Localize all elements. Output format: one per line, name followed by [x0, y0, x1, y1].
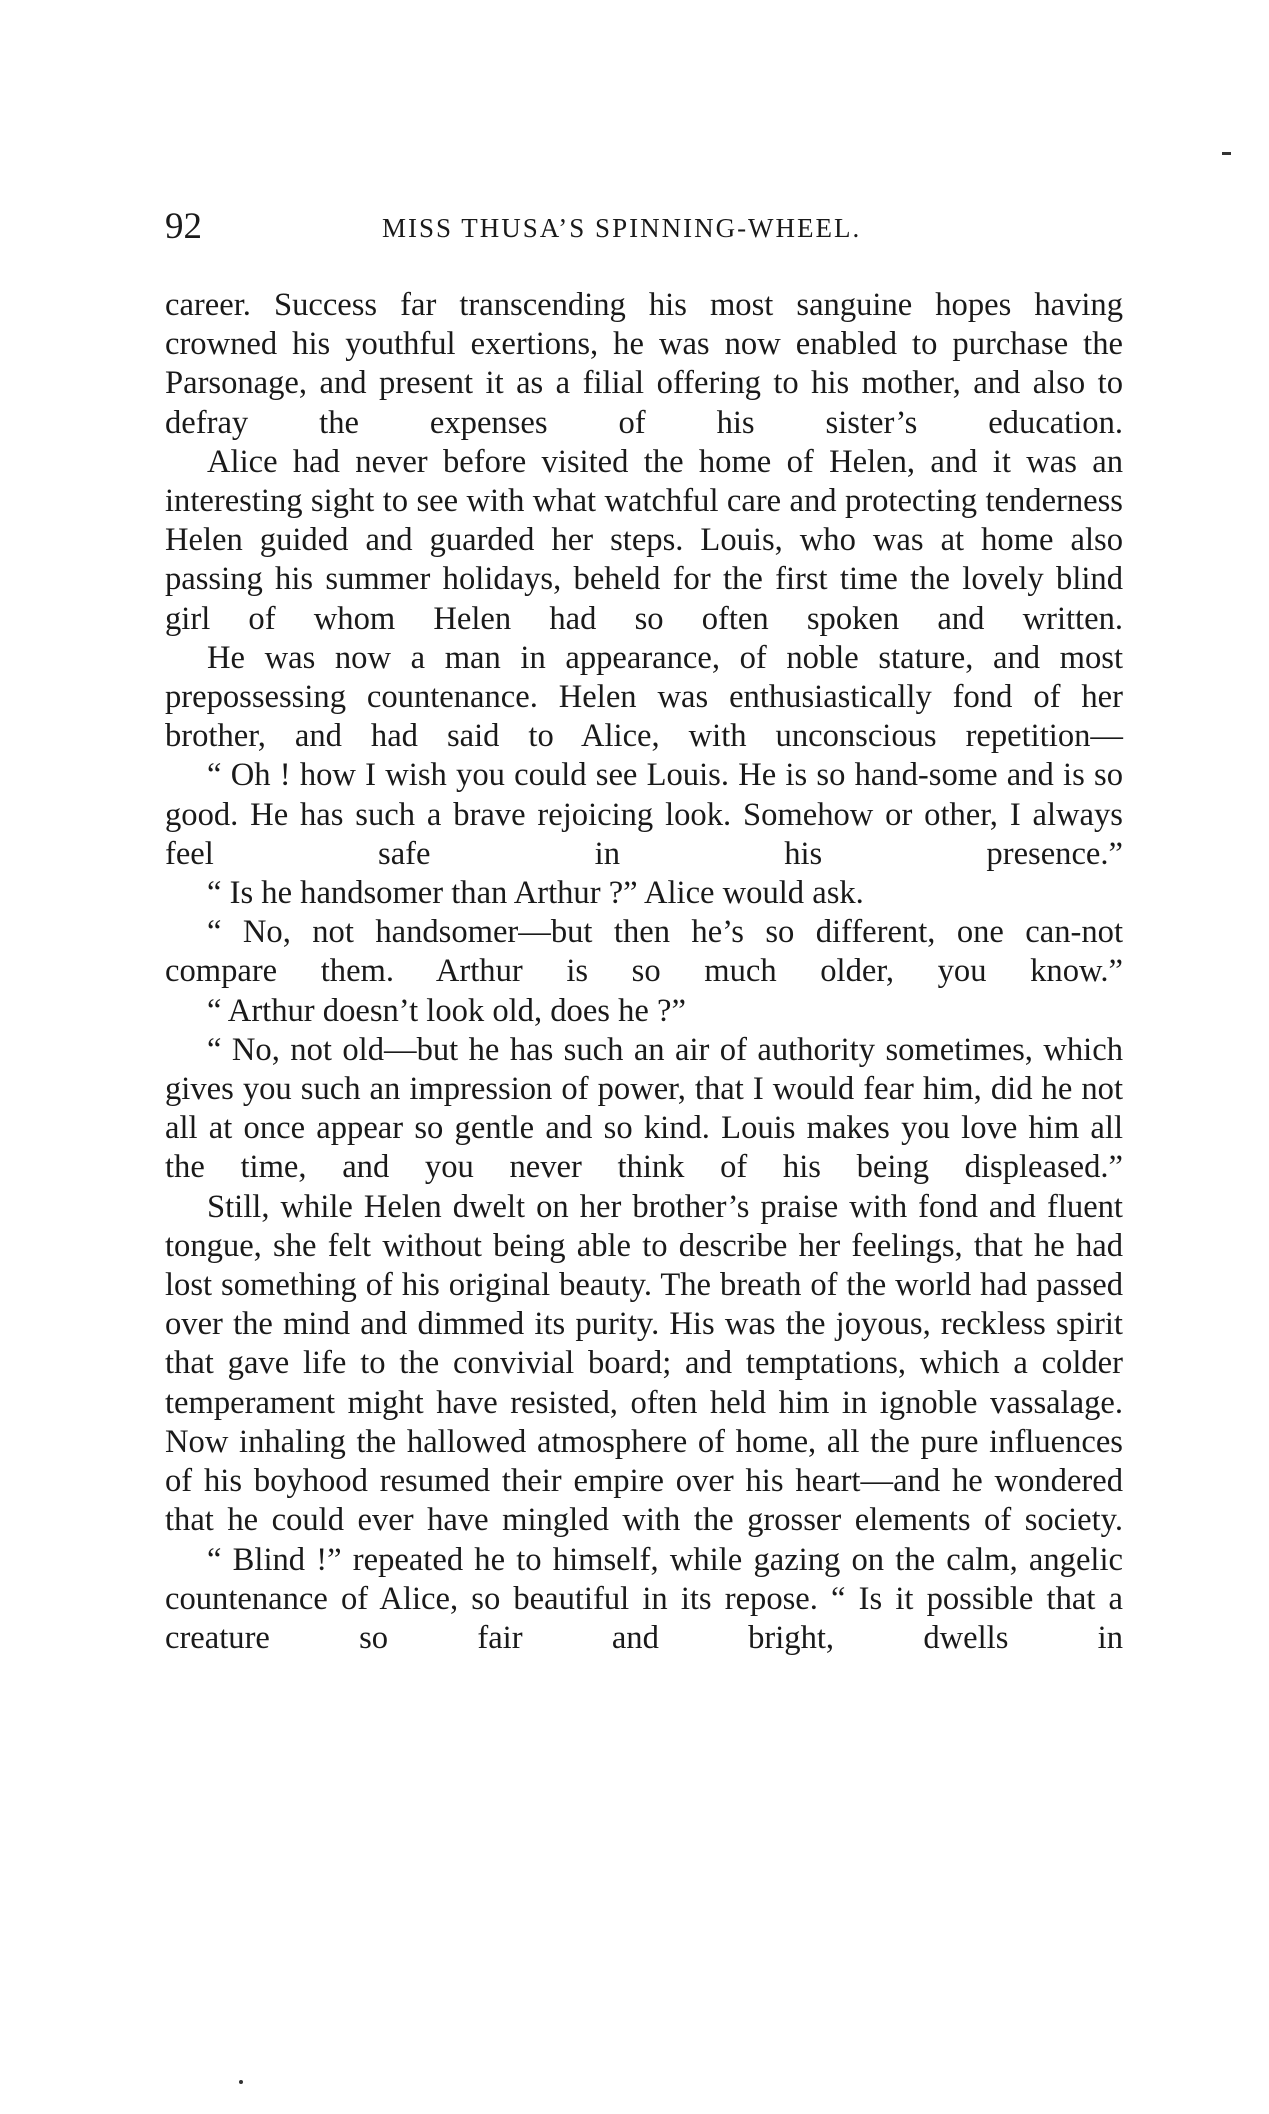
running-head: [165, 205, 1125, 255]
print-speck-top-right: [1222, 152, 1231, 155]
paragraph-9: Still, while Helen dwelt on her brother’s praise with fond and fluent tongue, she felt without being able to describe her feelings, that he had lost something of his original beauty. The breath of the world had passed over the mind and dimmed its purity. His was the joyous, reckless spirit that gave life to the convivial board; and temptations, which a colder temperament might have resisted, often held him in ignoble vassalage. Now inhaling the hallowed atmosphere of home, all the pure influences of his boyhood resumed their empire over his heart—and he wondered that he could ever have mingled with the grosser elements of society.: [165, 1188, 1123, 1539]
paragraph-2: Alice had never before visited the home of Helen, and it was an interesting sight to see with what watchful care and protecting tenderness Helen guided and guarded her steps. Louis, who was at home also passing his summer holidays, beheld for the first time the lovely blind girl of whom Helen had so often spoken and written.: [165, 443, 1123, 637]
paragraph-8: “ No, not old—but he has such an air of authority sometimes, which gives you such an impression of power, that I would fear him, did he not all at once appear so gentle and so kind. Louis makes you love him all the time, and you never think of his being displeased.”: [165, 1031, 1123, 1186]
body-text: [165, 286, 1123, 1658]
paragraph-5: “ Is he handsomer than Arthur ?” Alice would ask.: [207, 875, 864, 912]
paragraph-7: “ Arthur doesn’t look old, does he ?”: [207, 992, 686, 1029]
paragraph-3: He was now a man in appearance, of noble stature, and most prepossessing countenance. Helen was enthusiastically fond of her brother, and had said to Alice, with unconscious repetition—: [165, 639, 1123, 755]
print-speck-bottom: [239, 2080, 243, 2084]
paragraph-1: career. Success far transcending his most sanguine hopes having crowned his youthful exertions, he was now enabled to purchase the Parsonage, and present it as a filial offering to his mother, and also to defray the expenses of his sister’s education.: [165, 287, 1123, 441]
running-title: MISS THUSA’S SPINNING-WHEEL.: [382, 213, 862, 243]
paragraph-6: “ No, not handsomer—but then he’s so different, one can-not compare them. Arthur is so much older, you know.”: [165, 914, 1123, 990]
page-number: 92: [165, 206, 202, 247]
paragraph-10: “ Blind !” repeated he to himself, while gazing on the calm, angelic countenance of Alice, so beautiful in its repose. “ Is it possible that a creature so fair and bright, dwells in: [165, 1541, 1123, 1656]
paragraph-4: “ Oh ! how I wish you could see Louis. He is so hand-some and is so good. He has such a brave rejoicing look. Somehow or other, I always feel safe in his presence.”: [165, 757, 1123, 872]
